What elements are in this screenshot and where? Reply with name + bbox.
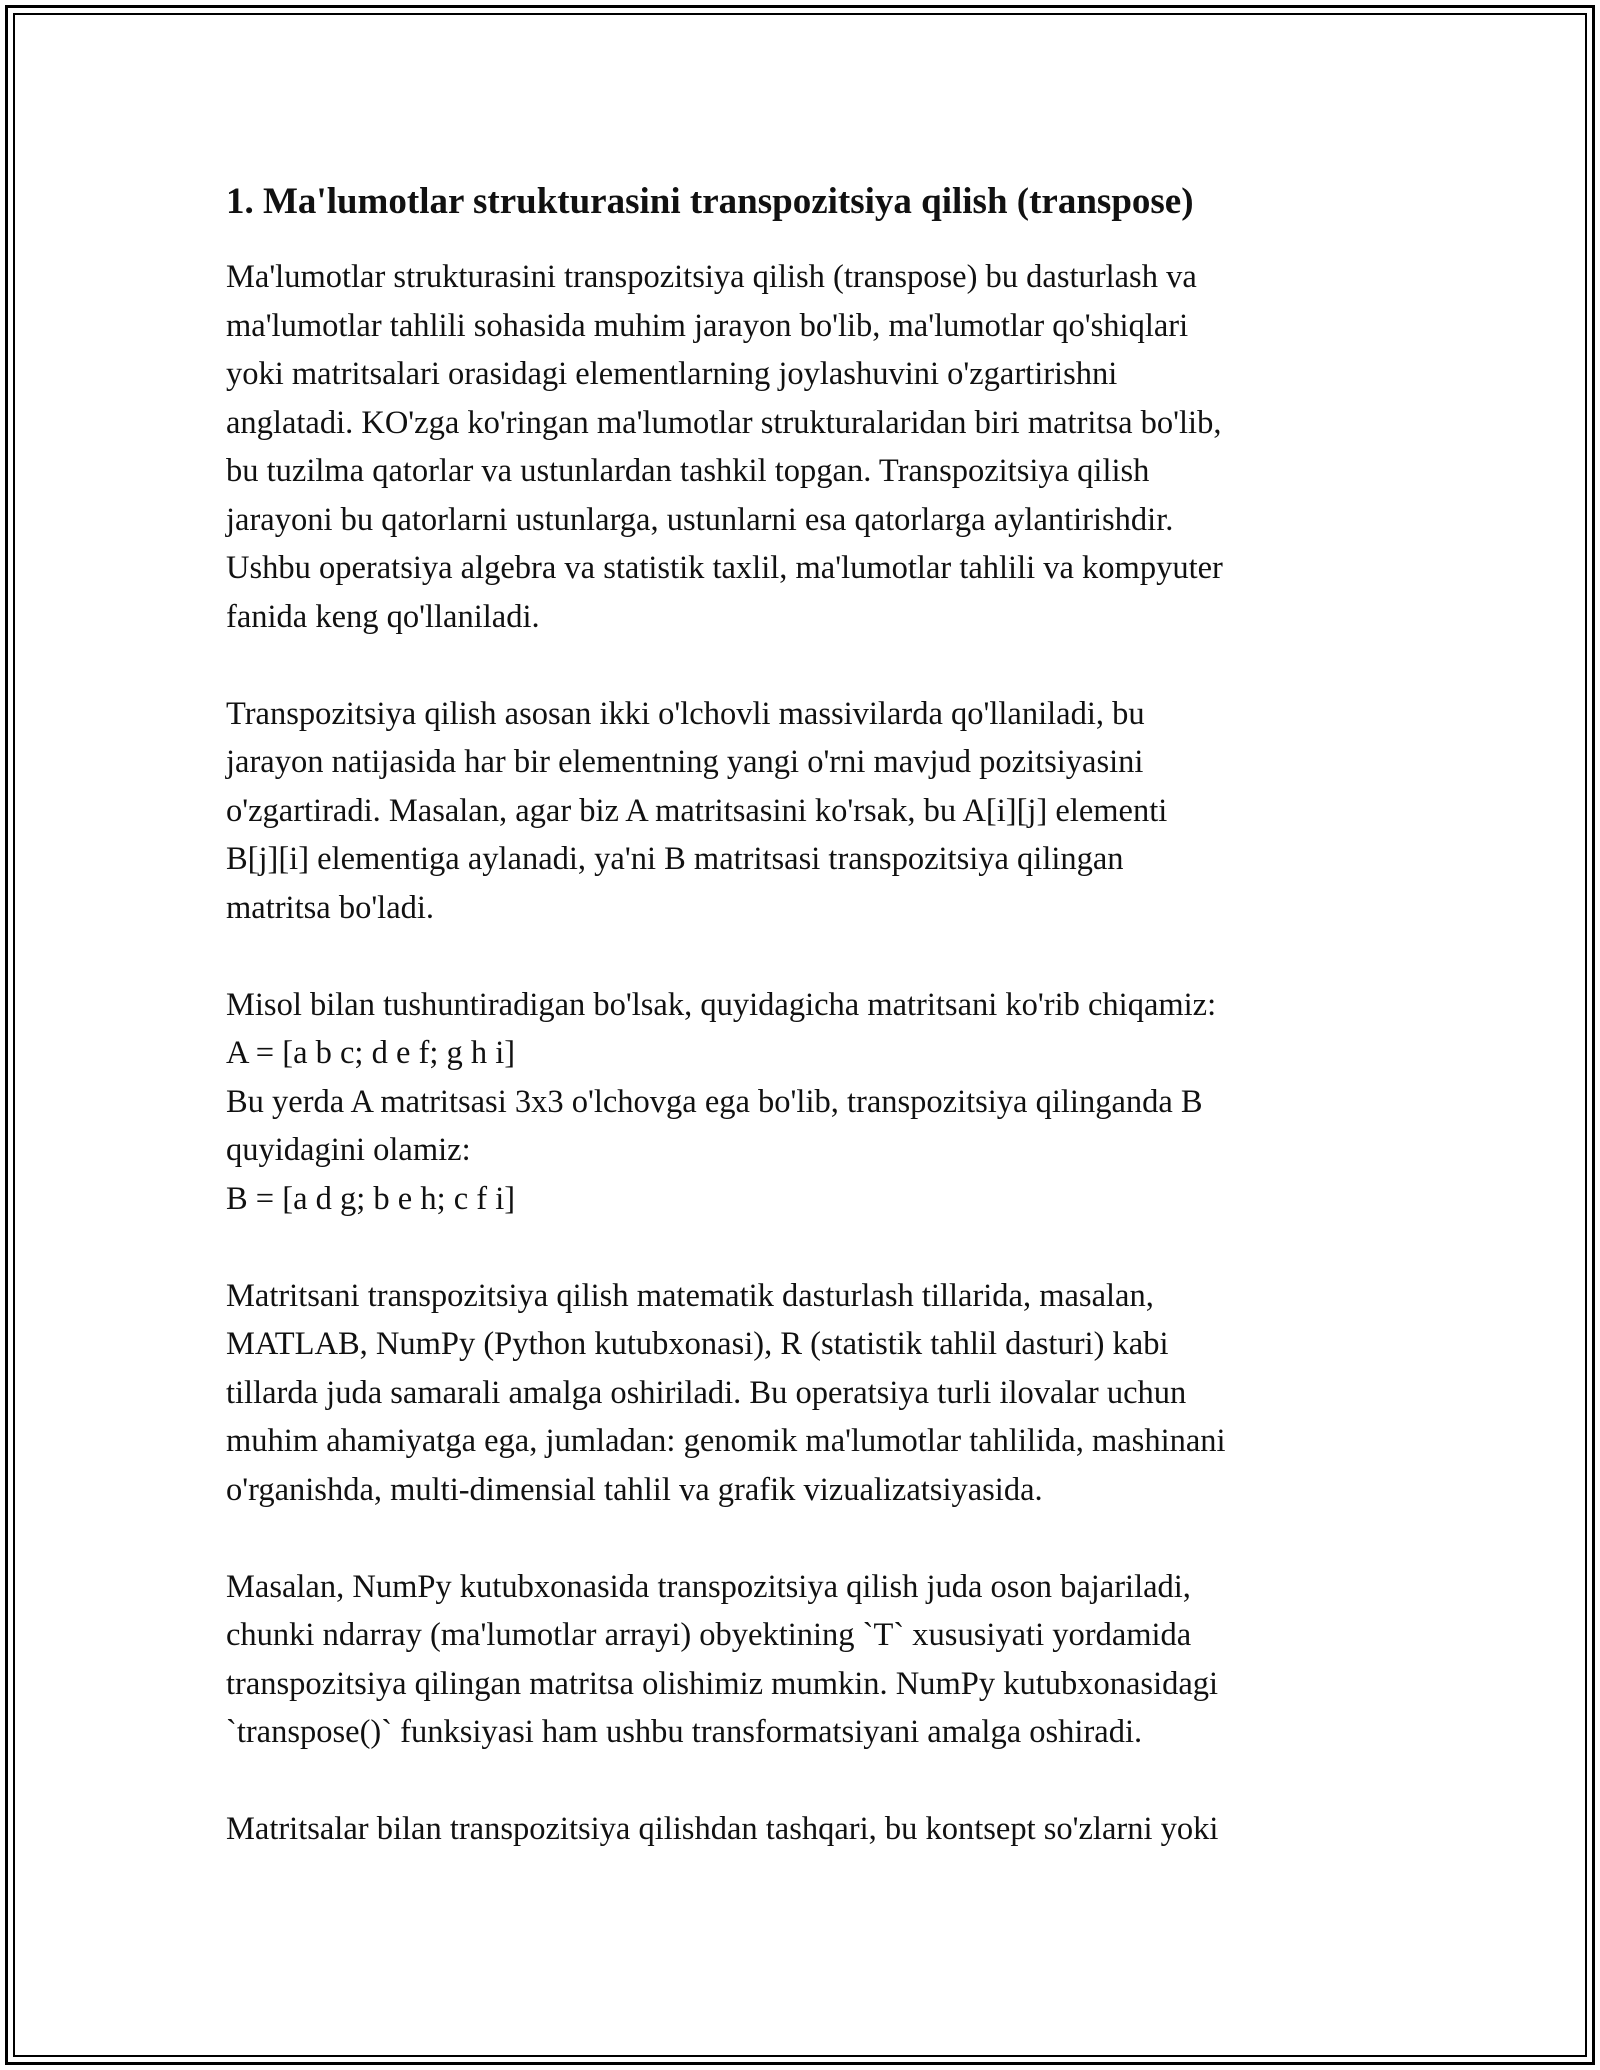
section-heading: 1. Ma'lumotlar strukturasini transpozitsiya qilish (transpose)	[226, 181, 1194, 222]
text-line: Matritsani transpozitsiya qilish matematik dasturlash tillarida, masalan,	[226, 1277, 1154, 1314]
text-line: yoki matritsalari orasidagi elementlarning joylashuvini o'zgartirishni	[226, 356, 1118, 393]
text-line: anglatadi. KO'zga ko'ringan ma'lumotlar strukturalaridan biri matritsa bo'lib,	[226, 404, 1222, 441]
text-line: Misol bilan tushuntiradigan bo'lsak, quyidagicha matritsani ko'rib chiqamiz:	[226, 986, 1217, 1023]
text-line: matritsa bo'ladi.	[226, 889, 435, 926]
blank-line	[226, 1757, 1376, 1806]
text-line: jarayoni bu qatorlarni ustunlarga, ustunlarni esa qatorlarga aylantirishdir.	[226, 501, 1174, 538]
text-line: Transpozitsiya qilish asosan ikki o'lchovli massivilarda qo'llaniladi, bu	[226, 695, 1145, 732]
text-line: B[j][i] elementiga aylanadi, ya'ni B matritsasi transpozitsiya qilingan	[226, 841, 1124, 878]
document-body	[226, 253, 1376, 1854]
text-line: jarayon natijasida har bir elementning yangi o'rni mavjud pozitsiyasini	[226, 744, 1144, 781]
text-line: `transpose()` funksiyasi ham ushbu transformatsiyani amalga oshiradi.	[226, 1714, 1143, 1751]
text-line: bu tuzilma qatorlar va ustunlardan tashkil topgan. Transpozitsiya qilish	[226, 453, 1150, 490]
text-line: tillarda juda samarali amalga oshiriladi. Bu operatsiya turli ilovalar uchun	[226, 1374, 1187, 1411]
text-line: o'zgartiradi. Masalan, agar biz A matritsasini ko'rsak, bu A[i][j] elementi	[226, 792, 1168, 829]
blank-line	[226, 641, 1376, 690]
text-line: transpozitsiya qilingan matritsa olishimiz mumkin. NumPy kutubxonasidagi	[226, 1665, 1219, 1702]
text-line: o'rganishda, multi-dimensial tahlil va grafik vizualizatsiyasida.	[226, 1471, 1043, 1508]
text-line: MATLAB, NumPy (Python kutubxonasi), R (statistik tahlil dasturi) kabi	[226, 1326, 1169, 1363]
text-line: quyidagini olamiz:	[226, 1132, 471, 1169]
blank-line	[226, 1223, 1376, 1272]
blank-line	[226, 932, 1376, 981]
text-line: fanida keng qo'llaniladi.	[226, 598, 540, 635]
text-line: Matritsalar bilan transpozitsiya qilishdan tashqari, bu kontsept so'zlarni yoki	[226, 1811, 1219, 1848]
text-line: Bu yerda A matritsasi 3x3 o'lchovga ega bo'lib, transpozitsiya qilinganda B	[226, 1083, 1203, 1120]
matrix-b-line: B = [a d g; b e h; c f i]	[226, 1180, 516, 1217]
blank-line	[226, 1514, 1376, 1563]
document-page	[226, 180, 1376, 1854]
matrix-a-line: A = [a b c; d e f; g h i]	[226, 1035, 516, 1072]
text-line: chunki ndarray (ma'lumotlar arrayi) obyektining `T` xususiyati yordamida	[226, 1617, 1192, 1654]
text-line: Ushbu operatsiya algebra va statistik taxlil, ma'lumotlar tahlili va kompyuter	[226, 550, 1223, 587]
text-line: muhim ahamiyatga ega, jumladan: genomik ma'lumotlar tahlilida, mashinani	[226, 1423, 1226, 1460]
text-line: Ma'lumotlar strukturasini transpozitsiya qilish (transpose) bu dasturlash va	[226, 259, 1197, 296]
text-line: ma'lumotlar tahlili sohasida muhim jarayon bo'lib, ma'lumotlar qo'shiqlari	[226, 307, 1189, 344]
text-line: Masalan, NumPy kutubxonasida transpozitsiya qilish juda oson bajariladi,	[226, 1568, 1191, 1605]
